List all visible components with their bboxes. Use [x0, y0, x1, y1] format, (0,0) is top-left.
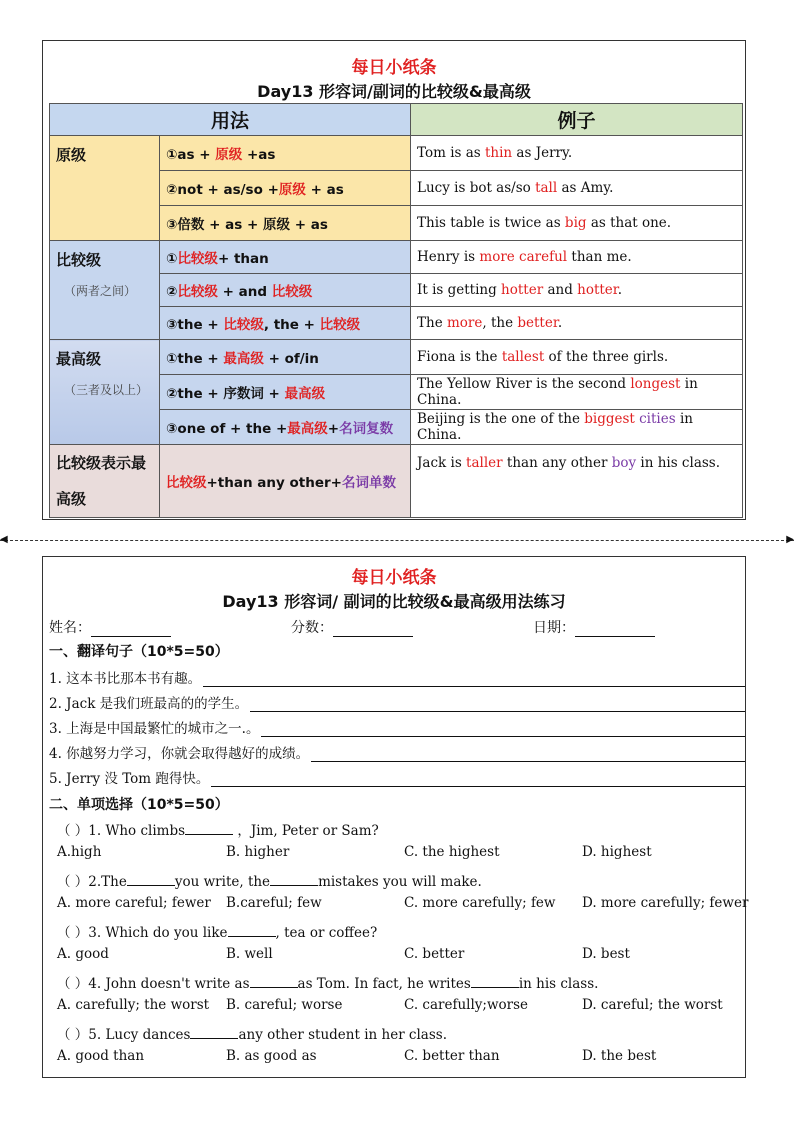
highlight-red-text: more [447, 315, 483, 331]
grammar-row [50, 445, 743, 518]
text-segment: Lucy is bot as/so [417, 180, 536, 196]
highlight-red-text: better [517, 315, 558, 331]
translation-prompt: 4. 你越努力学习，你就会取得越好的成绩。 [49, 746, 310, 762]
highlight-red-text: 最高级 [287, 421, 328, 437]
text-segment: as Amy. [557, 180, 614, 196]
score-label: 分数： [291, 620, 333, 636]
date-field[interactable] [575, 622, 655, 637]
highlight-red-text: tallest [501, 349, 545, 365]
example-cell [411, 171, 743, 206]
category-cell [50, 445, 160, 518]
category-cell [50, 340, 160, 445]
highlight-red-text: biggest [584, 411, 635, 427]
text-segment: . [617, 282, 623, 298]
text-segment: than me. [567, 249, 632, 265]
highlight-red-text: 比较级 [319, 317, 361, 333]
text-segment: ①the + [166, 351, 224, 367]
translation-item [49, 692, 745, 712]
usage-rule-cell [160, 375, 411, 410]
usage-rule-cell [160, 206, 411, 241]
example-header: 例子 [411, 104, 743, 136]
text-segment: ③one of + the + [166, 421, 288, 437]
category-note: （三者及以上） [64, 383, 149, 397]
usage-rule-cell [160, 241, 411, 274]
answer-line[interactable] [261, 723, 745, 737]
text-segment: This table is twice as [417, 215, 565, 231]
highlight-purple-text: boy [611, 455, 637, 471]
grammar-table [49, 103, 743, 518]
highlight-red-text: big [564, 215, 587, 231]
question-text: ，Jim, Peter or Sam? [233, 823, 379, 839]
answer-blank[interactable] [127, 873, 175, 886]
highlight-purple-text: cities [639, 411, 676, 427]
text-segment: +as [242, 147, 276, 163]
example-cell [411, 206, 743, 241]
example-cell [411, 241, 743, 274]
answer-option[interactable]: C. more carefully; few [404, 895, 556, 911]
highlight-red-text: 比较级 [223, 317, 264, 333]
text-segment: Beijing is the one of the [417, 411, 585, 427]
example-cell [411, 410, 743, 445]
highlight-red-text: 原级 [278, 182, 306, 198]
question-text: as Tom. In fact, he writes [297, 976, 471, 992]
answer-line[interactable] [211, 773, 745, 787]
left-arrow-icon: ◀ [0, 534, 8, 545]
text-segment: The [417, 315, 447, 331]
name-field[interactable] [91, 622, 171, 637]
text-segment: ①as + [166, 147, 216, 163]
usage-header: 用法 [50, 104, 411, 136]
highlight-purple-text: 名词单数 [341, 475, 396, 491]
answer-option[interactable]: C. the highest [404, 844, 500, 860]
question-text: mistakes you will make. [318, 874, 482, 890]
answer-blank[interactable] [471, 975, 519, 988]
highlight-purple-text: 名词复数 [339, 421, 394, 437]
example-cell [411, 307, 743, 340]
answer-blank[interactable] [250, 975, 298, 988]
exercise-card [42, 556, 749, 1078]
text-segment: + and [217, 284, 272, 300]
highlight-red-text: more careful [479, 249, 568, 265]
text-segment: + [327, 421, 340, 437]
usage-rule-cell [160, 445, 411, 518]
answer-blank[interactable] [270, 873, 318, 886]
answer-option[interactable]: A. carefully; the worst [57, 997, 210, 1013]
answer-blank[interactable] [190, 1026, 238, 1039]
question-text: （ ）2.The [57, 874, 127, 890]
highlight-red-text: 原级 [215, 147, 243, 163]
text-segment: Henry is [417, 249, 480, 265]
answer-option[interactable]: C. better [404, 946, 465, 962]
answer-option[interactable]: D. highest [582, 844, 652, 860]
text-segment: , the [482, 315, 518, 331]
text-segment: in China. [417, 411, 693, 443]
highlight-red-text: 比较级 [177, 251, 218, 267]
example-cell [411, 136, 743, 171]
text-segment: in his class. [636, 455, 721, 471]
usage-rule-cell [160, 307, 411, 340]
text-segment: ② [166, 284, 178, 300]
category-note: （两者之间） [64, 284, 137, 298]
highlight-red-text: hotter [501, 282, 544, 298]
text-segment: than any other [502, 455, 612, 471]
translation-prompt: 5. Jerry 没 Tom 跑得快。 [49, 771, 210, 787]
text-segment: as Jerry. [512, 145, 573, 161]
answer-option[interactable]: B. as good as [226, 1048, 317, 1064]
answer-line[interactable] [250, 698, 745, 712]
text-segment: ③the + [166, 317, 224, 333]
answer-option[interactable]: A. more careful; fewer [57, 895, 211, 911]
answer-line[interactable] [203, 673, 745, 687]
text-segment: and [543, 282, 578, 298]
highlight-red-text: tall [535, 180, 558, 196]
question-stem [57, 819, 379, 839]
example-cell [411, 340, 743, 375]
answer-option[interactable]: A.high [57, 844, 102, 860]
text-segment: . [557, 315, 563, 331]
usage-rule-cell [160, 410, 411, 445]
name-label: 姓名： [49, 620, 91, 636]
highlight-red-text: thin [485, 145, 513, 161]
exercise-tag: 每日小纸条 [351, 568, 437, 588]
answer-option[interactable]: C. better than [404, 1048, 500, 1064]
card-title: Day13 形容词/副词的比较级&最高级 [257, 82, 531, 101]
translation-prompt: 2. Jack 是我们班最高的的学生。 [49, 696, 249, 712]
answer-option[interactable]: D. careful; the worst [582, 997, 723, 1013]
text-segment: ②the + 序数词 + [166, 386, 285, 402]
question-text: you write, the [174, 874, 271, 890]
translation-item [49, 767, 745, 787]
question-stem [57, 870, 482, 890]
score-field[interactable] [333, 622, 413, 637]
date-label: 日期： [533, 620, 575, 636]
highlight-red-text: 最高级 [284, 386, 326, 402]
right-arrow-icon: ▶ [786, 534, 794, 545]
category-name: 最高级 [56, 350, 102, 368]
example-cell [411, 375, 743, 410]
translation-item [49, 667, 745, 687]
answer-line[interactable] [311, 748, 745, 762]
answer-option[interactable]: B. well [226, 946, 273, 962]
text-segment: It is getting [417, 282, 502, 298]
highlight-red-text: longest [630, 376, 681, 392]
text-segment: ③倍数 + as + 原级 + as [166, 217, 328, 233]
grammar-row [50, 136, 743, 171]
category-name: 比较级 [56, 251, 102, 269]
highlight-red-text: 最高级 [223, 351, 264, 367]
question-text: （ ）4. John doesn't write as [57, 976, 250, 992]
highlight-red-text: hotter [577, 282, 618, 298]
question-stem [57, 972, 598, 992]
category-cell [50, 136, 160, 241]
cut-line-divider [0, 534, 794, 545]
text-segment: of the three girls. [544, 349, 669, 365]
highlight-red-text: taller [466, 455, 503, 471]
answer-option[interactable]: C. carefully;worse [404, 997, 529, 1013]
text-segment: Tom is as [417, 145, 485, 161]
text-segment: as that one. [586, 215, 672, 231]
question-text: （ ）5. Lucy dances [57, 1027, 191, 1043]
text-segment: Fiona is the [417, 349, 502, 365]
translation-item [49, 717, 745, 737]
translation-prompt: 1. 这本书比那本书有趣。 [49, 671, 202, 687]
usage-rule-cell [160, 136, 411, 171]
text-segment: +than any other+ [206, 475, 342, 491]
category-name: 比较级表示最高级 [56, 454, 147, 508]
answer-option[interactable]: A. good [57, 946, 109, 962]
answer-option[interactable]: D. the best [582, 1048, 657, 1064]
answer-option[interactable]: D. best [582, 946, 630, 962]
answer-blank[interactable] [185, 822, 233, 835]
grammar-row [50, 340, 743, 375]
category-name: 原级 [56, 146, 87, 164]
translation-prompt: 3. 上海是中国最繁忙的城市之一.。 [49, 721, 260, 737]
example-cell [411, 445, 743, 518]
question-text: （ ）1. Who climbs [57, 823, 186, 839]
question-stem [57, 921, 377, 941]
text-segment: ②not + as/so + [166, 182, 279, 198]
question-text: any other student in her class. [238, 1027, 448, 1043]
text-segment: in China. [417, 376, 698, 408]
answer-option[interactable]: B.careful; few [226, 895, 322, 911]
text-segment: + than [217, 251, 269, 267]
exercise-title: Day13 形容词/ 副词的比较级&最高级用法练习 [222, 592, 566, 611]
section-choice-heading: 二、单项选择（10*5=50） [49, 797, 229, 813]
question-text: , tea or coffee? [275, 925, 378, 941]
card-tag: 每日小纸条 [351, 58, 437, 78]
answer-blank[interactable] [228, 924, 276, 937]
grammar-card [42, 40, 746, 520]
category-cell [50, 241, 160, 340]
text-segment: The Yellow River is the second [417, 376, 631, 392]
grammar-row [50, 241, 743, 274]
text-segment: + as [305, 182, 344, 198]
section-translate-heading: 一、翻译句子（10*5=50） [49, 644, 229, 660]
highlight-red-text: 比较级 [177, 284, 218, 300]
question-text: in his class. [518, 976, 599, 992]
usage-rule-cell [160, 274, 411, 307]
answer-option[interactable]: B. careful; worse [226, 997, 343, 1013]
question-text: （ ）3. Which do you like [57, 925, 228, 941]
answer-option[interactable]: D. more carefully; fewer [582, 895, 749, 911]
example-cell [411, 274, 743, 307]
highlight-red-text: 比较级 [166, 475, 207, 491]
text-segment: Jack is [417, 455, 467, 471]
usage-rule-cell [160, 171, 411, 206]
question-stem [57, 1023, 447, 1043]
answer-option[interactable]: B. higher [226, 844, 290, 860]
answer-option[interactable]: A. good than [57, 1048, 145, 1064]
text-segment: + of/in [263, 351, 319, 367]
usage-rule-cell [160, 340, 411, 375]
highlight-red-text: 比较级 [271, 284, 313, 300]
text-segment: ① [166, 251, 178, 267]
translation-item [49, 742, 745, 762]
text-segment: , the + [263, 317, 320, 333]
